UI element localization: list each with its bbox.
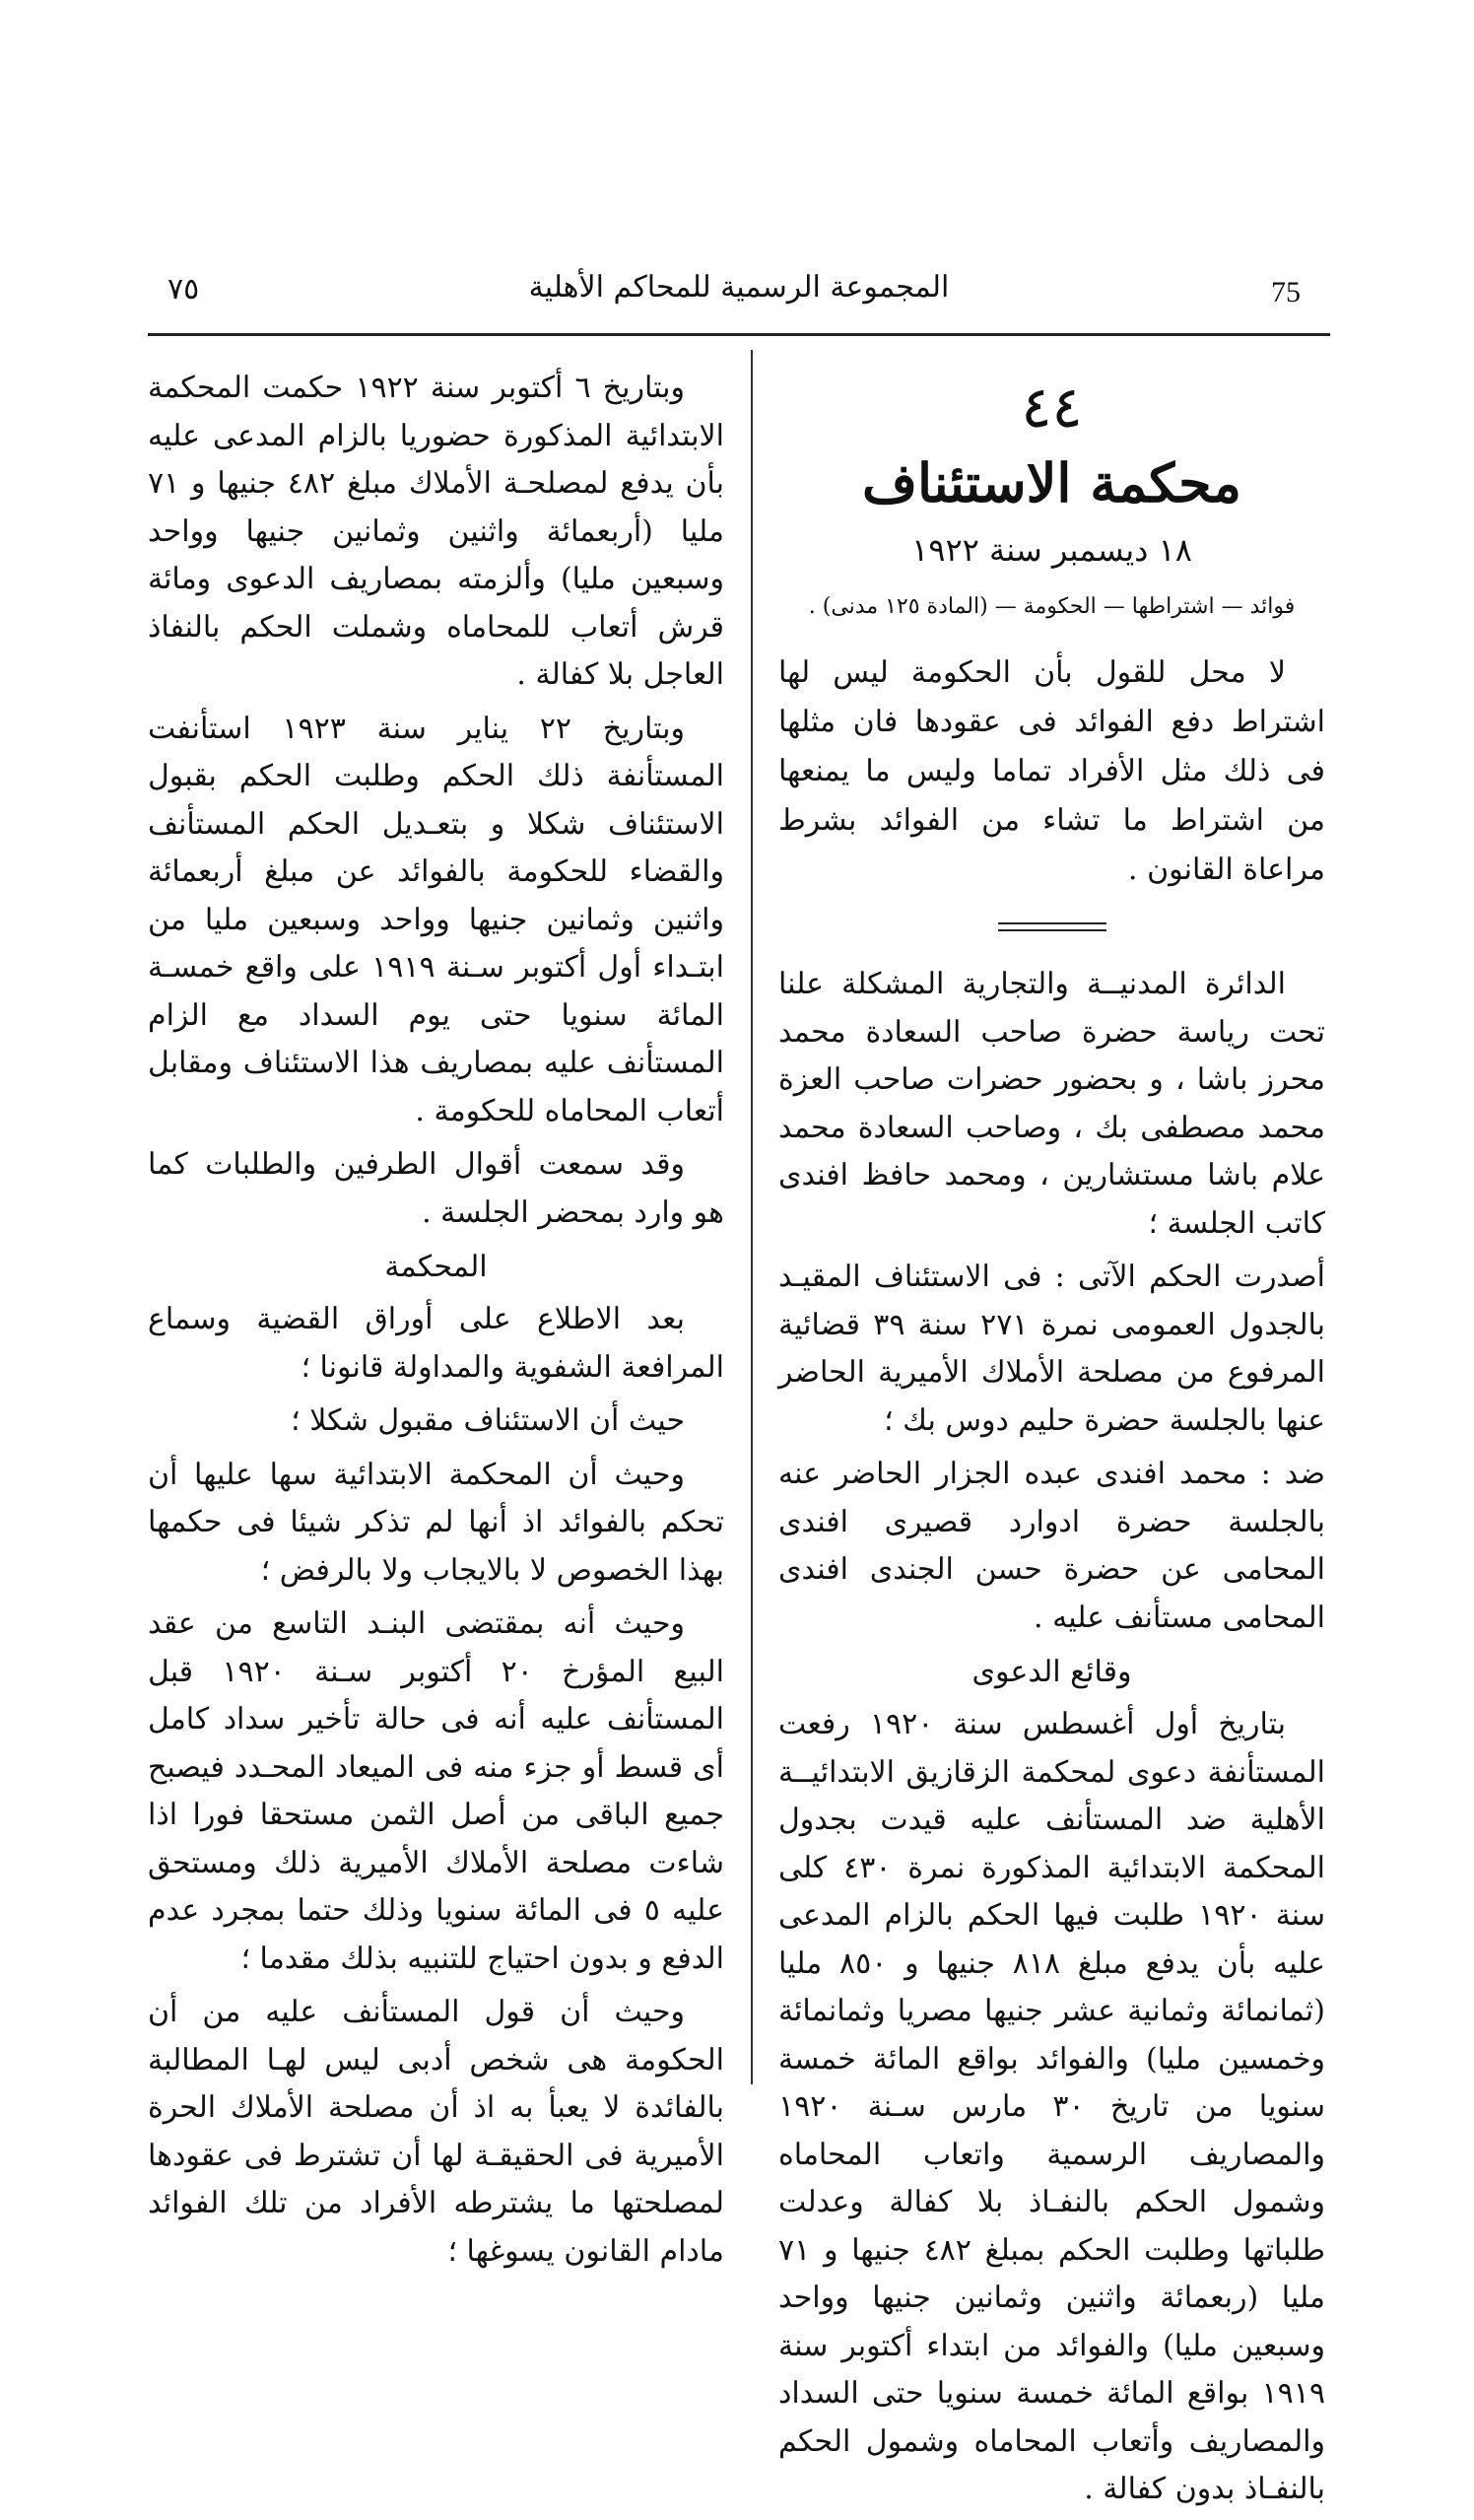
judgment-intro: أصدرت الحكم الآتى : فى الاستئناف المقيـد بالجدول العمومى نمرة ٢٧١ سنة ٣٩ قضائية المرفوع من مصلحة الأملاك الأميرية الحاضر عنها بالجلسة حضرة حليم دوس بك ؛ bbox=[778, 1260, 1325, 1438]
facts-heading: وقائع الدعوى bbox=[972, 1655, 1132, 1689]
paragraph: حيث أن الاستئناف مقبول شكلا ؛ bbox=[291, 1403, 685, 1438]
case-number-ornament: ٤٤ bbox=[1021, 374, 1083, 441]
page-number-arabic: ٧٥ bbox=[168, 272, 200, 306]
right-column bbox=[778, 363, 1325, 2520]
respondent-paragraph: ضد : محمد افندى عبده الجزار الحاضر عنه بالجلسة حضرة ادوارد قصيرى افندى المحامى عن حضرة حسن الجندى افندى المحامى مستأنف عليه . bbox=[778, 1457, 1325, 1635]
court-name-heading: محكمة الاستئناف bbox=[862, 451, 1241, 514]
paragraph: وبتاريخ ٦ أكتوبر سنة ١٩٢٢ حكمت المحكمة الابتدائية المذكورة حضوريا بالزام المدعى عليه بأن يدفع لمصلحـة الأملاك مبلغ ٤٨٢ جنيها و ٧١ مليا (أربعمائة واثنين وثمانين جنيها وواحد وسبعين مليا) وألزمته بمصاريف الدعوى ومائة قرش أتعاب للمحاماه وشملت الحكم بالنفاذ العاجل بلا كفالة . bbox=[148, 371, 725, 692]
paragraph: وحيث أن قول المستأنف عليه من أن الحكومة هى شخص أدبى ليس لهـا المطالبة بالفائدة لا يعبأ به اذ أن مصلحة الأملاك الحرة الأميرية فى الحقيقـة لها أن تشترط فى عقودها لمصلحتها ما يشترطه الأفراد من تلك الفوائد مادام القانون يسوغها ؛ bbox=[148, 1995, 724, 2269]
column-divider bbox=[751, 350, 753, 2084]
running-title: المجموعة الرسمية للمحاكم الأهلية bbox=[528, 270, 950, 305]
section-divider bbox=[998, 922, 1106, 931]
facts-paragraph: بتاريخ أول أغسطس سنة ١٩٢٠ رفعت المستأنفة دعوى لمحكمة الزقازيق الابتدائيــة الأهلية ضد المستأنف عليه قيدت بجدول المحكمة الابتدائية المذكورة نمرة ٤٣٠ كلى سنة ١٩٢٠ طلبت فيها الحكم بالزام المدعى عليه بأن يدفع مبلغ ٨١٨ جنيها و ٨٥٠ مليا (ثمانمائة وثمانية عشر جنيها مصريا وثمانمائة وخمسين مليا) والفوائد بواقع المائة خمسة سنويا من تاريخ ٣٠ مارس سـنة ١٩٢٠ والمصاريف الرسمية واتعاب المحاماه وشمول الحكم بالنفـاذ بلا كفالة وعدلت طلباتها وطلبت الحكم بمبلغ ٤٨٢ جنيها و ٧١ مليا (ربعمائة واثنين وثمانين جنيها وواحد وسبعين مليا) والفوائد من ابتداء أكتوبر سنة ١٩١٩ بواقع المائة خمسة سنويا حتى السداد والمصاريف وأتعاب المحاماه وشمول الحكم بالنفـاذ بدون كفالة . bbox=[778, 1707, 1326, 2506]
left-column bbox=[148, 365, 724, 2282]
paragraph: وبتاريخ ٢٢ يناير سنة ١٩٢٣ استأنفت المستأنفة ذلك الحكم وطلبت الحكم بقبول الاستئناف شكلا و بتعـديل الحكم المستأنف والقضاء للحكومة بالفوائد عن مبلغ أربعمائة واثنين وثمانين جنيها وواحد وسبعين مليا من ابتـداء أول أكتوبر سـنة ١٩١٩ على واقع خمسـة المائة سنويا حتى يوم السداد مع الزام المستأنف عليه بمصاريف هذا الاستئناف ومقابل أتعاب المحاماه للحكومة . bbox=[148, 711, 724, 1128]
paragraph: وحيث أنه بمقتضى البنـد التاسع من عقد البيع المؤرخ ٢٠ أكتوبر سـنة ١٩٢٠ قبل المستأنف عليه أنه فى حالة تأخير سداد كامل أى قسط أو جزء منه فى الميعاد المحـدد فيصبح جميع الباقى من أصل الثمن مستحقا فورا اذا شاءت مصلحة الأملاك الأميرية ذلك ومستحق عليه ٥ فى المائة سنويا وذلك حتما بمجرد عدم الدفع و بدون احتياج للتنبيه بذلك مقدما ؛ bbox=[148, 1606, 724, 1976]
court-composition: الدائرة المدنيــة والتجارية المشكلة علنا تحت رياسة حضرة صاحب السعادة محمد محرز باشا ، و بحضور حضرات صاحب العزة محمد مصطفى بك ، وصاحب السعادة محمد علام باشا مستشارين ، ومحمد حافظ افندى كاتب الجلسة ؛ bbox=[778, 967, 1325, 1241]
court-heading: المحكمة bbox=[384, 1250, 488, 1284]
paragraph: وقد سمعت أقوال الطرفين والطلبات كما هو وارد بمحضر الجلسة . bbox=[148, 1147, 724, 1230]
paragraph: وحيث أن المحكمة الابتدائية سها عليها أن تحكم بالفوائد اذ أنها لم تذكر شيئا فى حكمها بهذا الخصوص لا بالايجاب ولا بالرفض ؛ bbox=[148, 1457, 724, 1588]
page-number-latin: 75 bbox=[1271, 276, 1301, 308]
topic-keywords: فوائد — اشتراطها — الحكومة — (المادة ١٢٥ مدنى) . bbox=[808, 594, 1296, 619]
header-rule bbox=[148, 333, 1330, 336]
ruling-summary: لا محل للقول بأن الحكومة ليس لها اشتراط دفع الفوائد فى عقودها فان مثلها فى ذلك مثل الأفراد تماما وليس ما يمنعها من اشتراط ما تشاء من الفوائد بشرط مراعاة القانون . bbox=[778, 655, 1325, 887]
judgment-date: ١٨ ديسمبر سنة ١٩٢٢ bbox=[911, 531, 1192, 569]
running-header bbox=[148, 264, 1330, 323]
paragraph: بعد الاطلاع على أوراق القضية وسماع المرافعة الشفوية والمداولة قانونا ؛ bbox=[148, 1302, 724, 1385]
